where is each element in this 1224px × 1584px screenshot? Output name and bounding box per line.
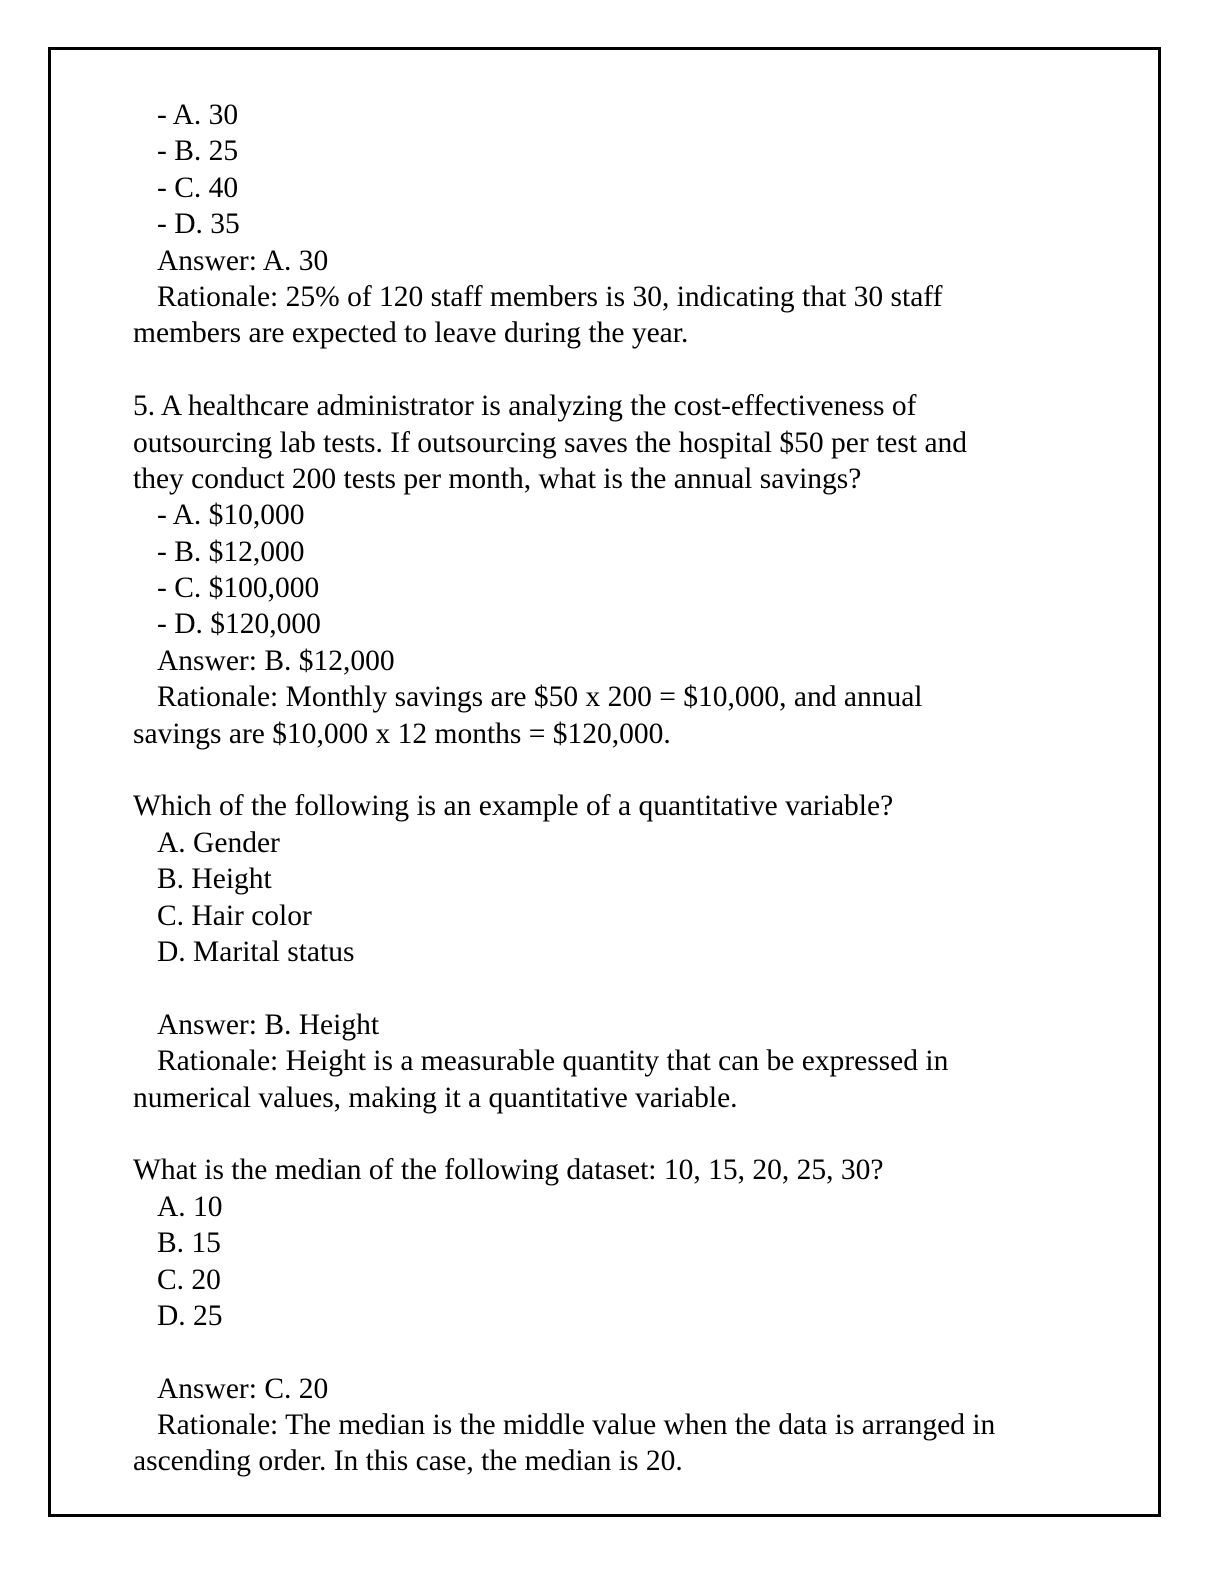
answer: Answer: A. 30	[157, 244, 329, 277]
question-stem: What is the median of the following dataset: 10, 15, 20, 25, 30?	[133, 1154, 884, 1187]
rationale-line-2: members are expected to leave during the year.	[133, 317, 689, 350]
option-a: - A. $10,000	[157, 499, 305, 532]
question-6	[133, 788, 1093, 1116]
rationale-line-1: Rationale: The median is the middle value when the data is arranged in	[157, 1409, 996, 1442]
option-a: - A. 30	[157, 99, 239, 131]
option-b: - B. $12,000	[157, 535, 305, 568]
answer: Answer: B. Height	[157, 1008, 380, 1041]
option-d: D. Marital status	[157, 935, 355, 968]
spacer	[133, 1334, 1093, 1370]
option-c: - C. $100,000	[157, 572, 320, 605]
rationale-line-1: Rationale: 25% of 120 staff members is 30, indicating that 30 staff	[157, 280, 943, 313]
question-7	[133, 1152, 1093, 1480]
answer: Answer: B. $12,000	[157, 644, 395, 677]
spacer	[133, 352, 1093, 388]
rationale-line-2: numerical values, making it a quantitative variable.	[133, 1081, 738, 1114]
answer: Answer: C. 20	[157, 1372, 329, 1405]
rationale-line-2: ascending order. In this case, the median is 20.	[133, 1445, 683, 1478]
question-4-tail	[133, 97, 1093, 352]
spacer	[133, 752, 1093, 788]
question-stem-line-3: they conduct 200 tests per month, what is the annual savings?	[133, 462, 862, 495]
option-a: A. 10	[157, 1190, 223, 1223]
rationale-line-1: Rationale: Height is a measurable quantity that can be expressed in	[157, 1045, 949, 1078]
spacer	[133, 970, 1093, 1006]
document-body	[133, 97, 1093, 1480]
question-5	[133, 388, 1093, 752]
option-a: A. Gender	[157, 826, 280, 859]
option-c: - C. 40	[157, 171, 239, 204]
option-c: C. 20	[157, 1263, 221, 1296]
rationale-line-1: Rationale: Monthly savings are $50 x 200 = $10,000, and annual	[157, 681, 923, 714]
option-d: - D. 35	[157, 208, 240, 241]
question-stem-line-2: outsourcing lab tests. If outsourcing saves the hospital $50 per test and	[133, 426, 968, 459]
question-stem-line-1: 5. A healthcare administrator is analyzing the cost-effectiveness of	[133, 390, 917, 423]
option-b: B. 15	[157, 1227, 221, 1260]
option-d: D. 25	[157, 1299, 223, 1332]
option-d: - D. $120,000	[157, 608, 321, 641]
option-c: C. Hair color	[157, 899, 312, 932]
option-b: - B. 25	[157, 135, 239, 168]
option-b: B. Height	[157, 863, 272, 896]
spacer	[133, 1116, 1093, 1152]
question-stem: Which of the following is an example of a quantitative variable?	[133, 790, 894, 823]
rationale-line-2: savings are $10,000 x 12 months = $120,000.	[133, 717, 671, 750]
